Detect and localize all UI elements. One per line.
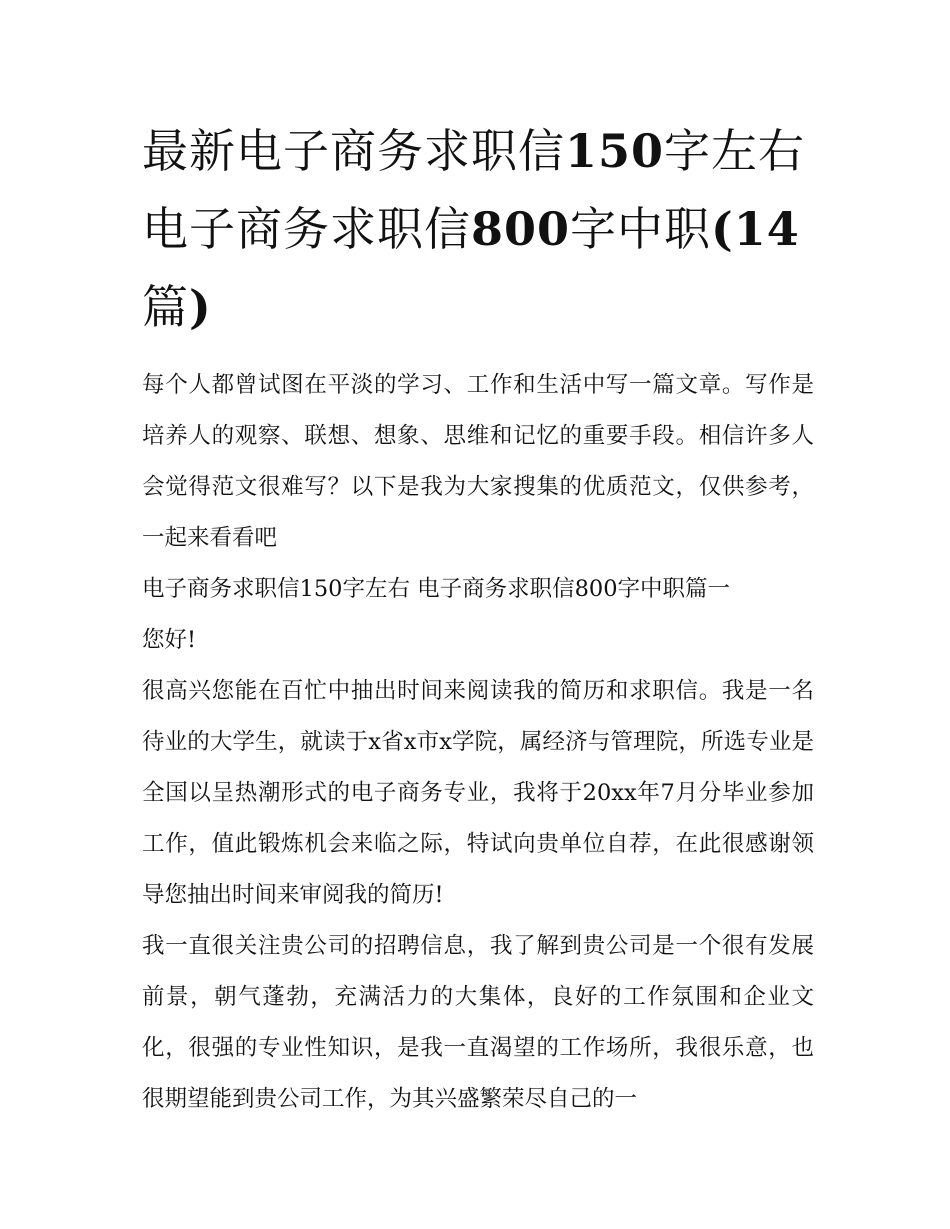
body-paragraph: 我一直很关注贵公司的招聘信息，我了解到贵公司是一个很有发展前景，朝气蓬勃，充满活力的大集体，良好的工作氛围和企业文化，很强的专业性知识，是我一直渴望的工作场所，我很乐意，也很期望能到贵公司工作，为其兴盛繁荣尽自己的一 xyxy=(142,933,814,1112)
document-title: 最新电子商务求职信150字左右 电子商务求职信800字中职(14篇) xyxy=(142,124,806,334)
body-paragraph: 很高兴您能在百忙中抽出时间来阅读我的简历和求职信。我是一名待业的大学生，就读于x省x市x学院，属经济与管理院，所选专业是全国以呈热潮形式的电子商务专业，我将于20xx年7月分毕业参加工作，值此锻炼机会来临之际，特试向贵单位自荐，在此很感谢领导您抽出时间来审阅我的简历! xyxy=(142,678,814,908)
section-heading: 电子商务求职信150字左右 电子商务求职信800字中职篇一 xyxy=(142,576,731,602)
document-page xyxy=(142,112,814,1125)
intro-paragraph: 每个人都曾试图在平淡的学习、工作和生活中写一篇文章。写作是培养人的观察、联想、想象、思维和记忆的重要手段。相信许多人会觉得范文很难写？以下是我为大家搜集的优质范文，仅供参考，一起来看看吧 xyxy=(142,372,814,551)
salutation: 您好! xyxy=(142,627,197,653)
